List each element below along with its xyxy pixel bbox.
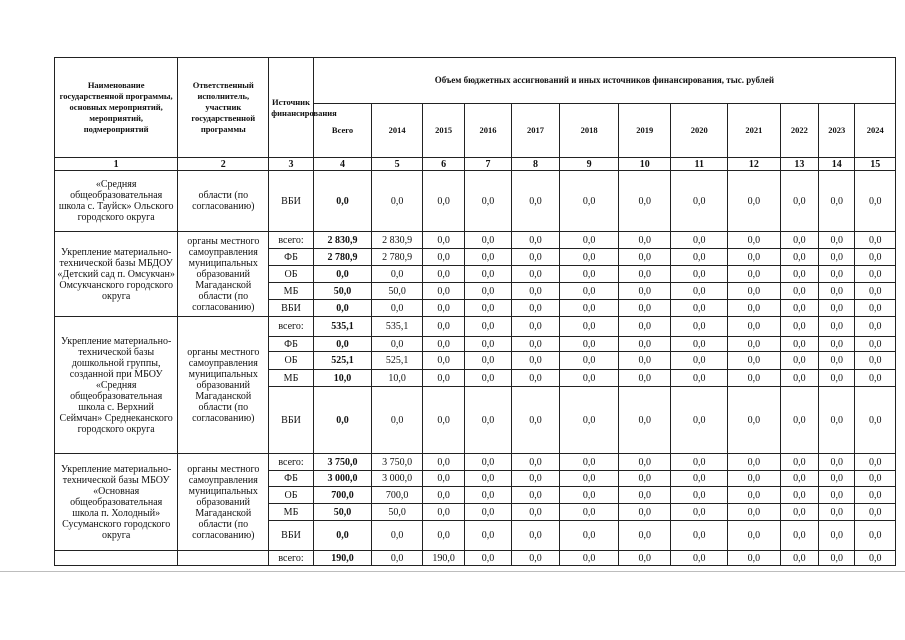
year-value: 0,0 — [422, 249, 464, 266]
year-value: 0,0 — [855, 283, 896, 300]
year-value: 0,0 — [560, 171, 619, 232]
year-value: 0,0 — [465, 317, 511, 337]
year-value: 0,0 — [728, 487, 781, 504]
total-value: 190,0 — [313, 551, 372, 566]
year-value: 0,0 — [465, 504, 511, 521]
column-number: 14 — [819, 158, 855, 171]
year-value: 0,0 — [618, 171, 671, 232]
header-year: 2022 — [780, 104, 818, 158]
column-number: 15 — [855, 158, 896, 171]
year-value: 0,0 — [819, 283, 855, 300]
year-value: 2 830,9 — [372, 232, 423, 249]
year-value: 0,0 — [560, 283, 619, 300]
year-value: 0,0 — [465, 171, 511, 232]
year-value: 0,0 — [511, 171, 560, 232]
year-value: 10,0 — [372, 370, 423, 387]
table-row — [55, 232, 896, 249]
year-value: 0,0 — [422, 337, 464, 352]
year-value: 0,0 — [855, 300, 896, 317]
year-value: 0,0 — [780, 337, 818, 352]
year-value: 0,0 — [422, 487, 464, 504]
year-value: 0,0 — [671, 283, 728, 300]
year-value: 0,0 — [819, 370, 855, 387]
year-value: 50,0 — [372, 504, 423, 521]
total-value: 3 000,0 — [313, 471, 372, 487]
year-value: 0,0 — [855, 232, 896, 249]
funding-source: всего: — [269, 454, 313, 471]
year-value: 0,0 — [511, 317, 560, 337]
year-value: 0,0 — [560, 551, 619, 566]
year-value: 0,0 — [855, 171, 896, 232]
year-value: 0,0 — [728, 387, 781, 454]
total-value: 2 830,9 — [313, 232, 372, 249]
year-value: 0,0 — [618, 337, 671, 352]
year-value: 535,1 — [372, 317, 423, 337]
year-value: 0,0 — [671, 370, 728, 387]
year-value: 0,0 — [671, 551, 728, 566]
header-year: 2017 — [511, 104, 560, 158]
year-value: 0,0 — [819, 504, 855, 521]
year-value: 0,0 — [780, 232, 818, 249]
year-value: 0,0 — [560, 317, 619, 337]
year-value: 0,0 — [819, 521, 855, 551]
year-value: 0,0 — [511, 471, 560, 487]
year-value: 0,0 — [728, 232, 781, 249]
year-value: 0,0 — [728, 504, 781, 521]
year-value: 0,0 — [511, 370, 560, 387]
total-value: 535,1 — [313, 317, 372, 337]
year-value: 0,0 — [465, 283, 511, 300]
year-value: 0,0 — [780, 317, 818, 337]
year-value: 0,0 — [819, 471, 855, 487]
activity-name: «Средняя общеобразовательная школа с. Тауйск» Ольского городского округа — [55, 171, 178, 232]
year-value: 0,0 — [671, 504, 728, 521]
year-value: 0,0 — [422, 171, 464, 232]
year-value: 0,0 — [465, 551, 511, 566]
year-value: 0,0 — [728, 521, 781, 551]
funding-source: ВБИ — [269, 387, 313, 454]
year-value: 0,0 — [372, 551, 423, 566]
funding-source: ОБ — [269, 352, 313, 370]
year-value: 0,0 — [671, 454, 728, 471]
year-value: 50,0 — [372, 283, 423, 300]
year-value: 0,0 — [780, 370, 818, 387]
year-value: 0,0 — [618, 551, 671, 566]
year-value: 3 000,0 — [372, 471, 423, 487]
budget-table — [54, 57, 896, 566]
year-value: 0,0 — [780, 352, 818, 370]
total-value: 525,1 — [313, 352, 372, 370]
funding-source: ВБИ — [269, 300, 313, 317]
year-value: 0,0 — [560, 232, 619, 249]
year-value: 0,0 — [780, 249, 818, 266]
year-value: 0,0 — [511, 352, 560, 370]
year-value: 0,0 — [855, 352, 896, 370]
column-number: 10 — [618, 158, 671, 171]
activity-name: Укрепление материально-технической базы МБОУ «Основная общеобразовательная школа п. Холодный» Сусуманского городского округа — [55, 454, 178, 551]
year-value: 525,1 — [372, 352, 423, 370]
activity-name — [55, 551, 178, 566]
year-value: 0,0 — [671, 300, 728, 317]
year-value: 0,0 — [465, 249, 511, 266]
year-value: 0,0 — [618, 283, 671, 300]
year-value: 190,0 — [422, 551, 464, 566]
header-total: Всего — [313, 104, 372, 158]
year-value: 0,0 — [511, 232, 560, 249]
total-value: 2 780,9 — [313, 249, 372, 266]
header-name: Наименование государственной программы, основных мероприятий, мероприятий, подмероприятий — [55, 58, 178, 158]
column-number: 1 — [55, 158, 178, 171]
header-budget: Объем бюджетных ассигнований и иных источников финансирования, тыс. рублей — [313, 58, 895, 104]
year-value: 0,0 — [819, 266, 855, 283]
year-value: 0,0 — [855, 471, 896, 487]
responsible-executor: органы местного самоуправления муниципальных образований Магаданской области (по согласованию) — [178, 454, 269, 551]
table-row — [55, 171, 896, 232]
year-value: 0,0 — [618, 232, 671, 249]
funding-source: ВБИ — [269, 171, 313, 232]
column-number: 3 — [269, 158, 313, 171]
year-value: 0,0 — [819, 352, 855, 370]
year-value: 0,0 — [511, 337, 560, 352]
year-value: 0,0 — [560, 387, 619, 454]
year-value: 0,0 — [372, 300, 423, 317]
year-value: 0,0 — [422, 352, 464, 370]
year-value: 700,0 — [372, 487, 423, 504]
year-value: 0,0 — [372, 521, 423, 551]
year-value: 0,0 — [422, 504, 464, 521]
year-value: 0,0 — [819, 317, 855, 337]
year-value: 0,0 — [560, 504, 619, 521]
year-value: 0,0 — [465, 454, 511, 471]
year-value: 0,0 — [511, 521, 560, 551]
year-value: 0,0 — [618, 352, 671, 370]
funding-source: ОБ — [269, 266, 313, 283]
total-value: 0,0 — [313, 300, 372, 317]
total-value: 0,0 — [313, 171, 372, 232]
year-value: 0,0 — [560, 249, 619, 266]
column-number: 11 — [671, 158, 728, 171]
column-number: 7 — [465, 158, 511, 171]
year-value: 0,0 — [511, 249, 560, 266]
year-value: 0,0 — [511, 551, 560, 566]
year-value: 0,0 — [728, 266, 781, 283]
responsible-executor — [178, 551, 269, 566]
year-value: 0,0 — [422, 266, 464, 283]
year-value: 0,0 — [511, 300, 560, 317]
year-value: 0,0 — [560, 352, 619, 370]
header-source: Источник финансирования — [269, 58, 313, 158]
year-value: 0,0 — [618, 521, 671, 551]
year-value: 0,0 — [780, 283, 818, 300]
year-value: 0,0 — [728, 551, 781, 566]
header-year: 2016 — [465, 104, 511, 158]
column-number: 8 — [511, 158, 560, 171]
year-value: 0,0 — [422, 471, 464, 487]
year-value: 0,0 — [855, 487, 896, 504]
year-value: 0,0 — [819, 487, 855, 504]
year-value: 0,0 — [560, 471, 619, 487]
year-value: 0,0 — [422, 317, 464, 337]
year-value: 0,0 — [780, 266, 818, 283]
funding-source: МБ — [269, 370, 313, 387]
year-value: 0,0 — [422, 300, 464, 317]
year-value: 0,0 — [618, 487, 671, 504]
total-value: 0,0 — [313, 337, 372, 352]
activity-name: Укрепление материально-технической базы МБДОУ «Детский сад п. Омсукчан» Омсукчанского городского округа — [55, 232, 178, 317]
year-value: 0,0 — [618, 370, 671, 387]
header-year: 2018 — [560, 104, 619, 158]
year-value: 0,0 — [465, 370, 511, 387]
year-value: 0,0 — [511, 387, 560, 454]
year-value: 0,0 — [855, 551, 896, 566]
funding-source: ФБ — [269, 337, 313, 352]
year-value: 0,0 — [618, 504, 671, 521]
year-value: 0,0 — [728, 249, 781, 266]
year-value: 0,0 — [855, 521, 896, 551]
total-value: 0,0 — [313, 521, 372, 551]
year-value: 0,0 — [618, 387, 671, 454]
year-value: 0,0 — [511, 504, 560, 521]
table-row — [55, 454, 896, 471]
year-value: 0,0 — [465, 352, 511, 370]
year-value: 0,0 — [422, 454, 464, 471]
year-value: 0,0 — [618, 471, 671, 487]
year-value: 0,0 — [780, 300, 818, 317]
year-value: 0,0 — [855, 504, 896, 521]
year-value: 0,0 — [671, 171, 728, 232]
year-value: 0,0 — [465, 487, 511, 504]
funding-source: МБ — [269, 504, 313, 521]
year-value: 0,0 — [780, 471, 818, 487]
year-value: 0,0 — [511, 283, 560, 300]
year-value: 0,0 — [671, 266, 728, 283]
year-value: 0,0 — [372, 171, 423, 232]
table-row — [55, 317, 896, 337]
year-value: 0,0 — [560, 337, 619, 352]
year-value: 0,0 — [618, 300, 671, 317]
year-value: 0,0 — [728, 370, 781, 387]
year-value: 0,0 — [728, 317, 781, 337]
year-value: 2 780,9 — [372, 249, 423, 266]
year-value: 0,0 — [855, 266, 896, 283]
year-value: 0,0 — [855, 370, 896, 387]
year-value: 0,0 — [671, 521, 728, 551]
year-value: 0,0 — [560, 370, 619, 387]
year-value: 0,0 — [560, 266, 619, 283]
year-value: 0,0 — [671, 471, 728, 487]
year-value: 0,0 — [618, 454, 671, 471]
year-value: 0,0 — [780, 504, 818, 521]
year-value: 0,0 — [819, 387, 855, 454]
year-value: 0,0 — [372, 337, 423, 352]
year-value: 0,0 — [422, 232, 464, 249]
year-value: 0,0 — [728, 337, 781, 352]
year-value: 0,0 — [780, 171, 818, 232]
year-value: 0,0 — [671, 317, 728, 337]
year-value: 0,0 — [372, 387, 423, 454]
table-row — [55, 551, 896, 566]
year-value: 0,0 — [618, 317, 671, 337]
funding-source: ВБИ — [269, 521, 313, 551]
year-value: 0,0 — [671, 487, 728, 504]
column-number: 12 — [728, 158, 781, 171]
year-value: 0,0 — [560, 454, 619, 471]
year-value: 0,0 — [819, 551, 855, 566]
year-value: 0,0 — [560, 487, 619, 504]
year-value: 0,0 — [728, 283, 781, 300]
total-value: 0,0 — [313, 387, 372, 454]
year-value: 3 750,0 — [372, 454, 423, 471]
scan-edge-line — [0, 571, 905, 572]
column-number: 6 — [422, 158, 464, 171]
year-value: 0,0 — [780, 454, 818, 471]
column-number: 4 — [313, 158, 372, 171]
activity-name: Укрепление материально-технической базы дошкольной группы, созданной при МБОУ «Средняя общеобразовательная школа с. Верхний Сеймчан» Среднеканского городского округа — [55, 317, 178, 454]
year-value: 0,0 — [465, 337, 511, 352]
year-value: 0,0 — [422, 387, 464, 454]
year-value: 0,0 — [511, 487, 560, 504]
year-value: 0,0 — [671, 387, 728, 454]
year-value: 0,0 — [422, 283, 464, 300]
year-value: 0,0 — [465, 232, 511, 249]
year-value: 0,0 — [465, 266, 511, 283]
year-value: 0,0 — [855, 454, 896, 471]
year-value: 0,0 — [819, 171, 855, 232]
column-number: 13 — [780, 158, 818, 171]
year-value: 0,0 — [422, 370, 464, 387]
responsible-executor: органы местного самоуправления муниципальных образований Магаданской области (по согласованию) — [178, 317, 269, 454]
column-number: 9 — [560, 158, 619, 171]
year-value: 0,0 — [465, 471, 511, 487]
column-number: 5 — [372, 158, 423, 171]
year-value: 0,0 — [780, 521, 818, 551]
column-number: 2 — [178, 158, 269, 171]
header-year: 2023 — [819, 104, 855, 158]
total-value: 50,0 — [313, 283, 372, 300]
year-value: 0,0 — [560, 521, 619, 551]
funding-source: ФБ — [269, 471, 313, 487]
year-value: 0,0 — [819, 300, 855, 317]
year-value: 0,0 — [511, 266, 560, 283]
year-value: 0,0 — [855, 337, 896, 352]
year-value: 0,0 — [780, 387, 818, 454]
funding-source: ОБ — [269, 487, 313, 504]
header-year: 2020 — [671, 104, 728, 158]
total-value: 10,0 — [313, 370, 372, 387]
year-value: 0,0 — [780, 551, 818, 566]
responsible-executor: органы местного самоуправления муниципальных образований Магаданской области (по согласованию) — [178, 232, 269, 317]
header-year: 2019 — [618, 104, 671, 158]
year-value: 0,0 — [855, 317, 896, 337]
responsible-executor: области (по согласованию) — [178, 171, 269, 232]
year-value: 0,0 — [728, 300, 781, 317]
year-value: 0,0 — [465, 387, 511, 454]
total-value: 3 750,0 — [313, 454, 372, 471]
year-value: 0,0 — [618, 249, 671, 266]
year-value: 0,0 — [728, 171, 781, 232]
funding-source: всего: — [269, 551, 313, 566]
total-value: 700,0 — [313, 487, 372, 504]
funding-source: МБ — [269, 283, 313, 300]
year-value: 0,0 — [728, 471, 781, 487]
year-value: 0,0 — [465, 521, 511, 551]
year-value: 0,0 — [819, 232, 855, 249]
year-value: 0,0 — [855, 387, 896, 454]
funding-source: всего: — [269, 317, 313, 337]
year-value: 0,0 — [618, 266, 671, 283]
year-value: 0,0 — [728, 454, 781, 471]
year-value: 0,0 — [671, 337, 728, 352]
year-value: 0,0 — [511, 454, 560, 471]
year-value: 0,0 — [819, 337, 855, 352]
header-year: 2014 — [372, 104, 423, 158]
year-value: 0,0 — [372, 266, 423, 283]
year-value: 0,0 — [855, 249, 896, 266]
header-year: 2015 — [422, 104, 464, 158]
total-value: 50,0 — [313, 504, 372, 521]
funding-source: всего: — [269, 232, 313, 249]
funding-source: ФБ — [269, 249, 313, 266]
year-value: 0,0 — [728, 352, 781, 370]
header-executor: Ответственный исполнитель, участник государственной программы — [178, 58, 269, 158]
year-value: 0,0 — [819, 454, 855, 471]
year-value: 0,0 — [560, 300, 619, 317]
header-year: 2024 — [855, 104, 896, 158]
year-value: 0,0 — [465, 300, 511, 317]
year-value: 0,0 — [671, 232, 728, 249]
total-value: 0,0 — [313, 266, 372, 283]
year-value: 0,0 — [422, 521, 464, 551]
year-value: 0,0 — [819, 249, 855, 266]
year-value: 0,0 — [671, 352, 728, 370]
year-value: 0,0 — [671, 249, 728, 266]
year-value: 0,0 — [780, 487, 818, 504]
header-year: 2021 — [728, 104, 781, 158]
